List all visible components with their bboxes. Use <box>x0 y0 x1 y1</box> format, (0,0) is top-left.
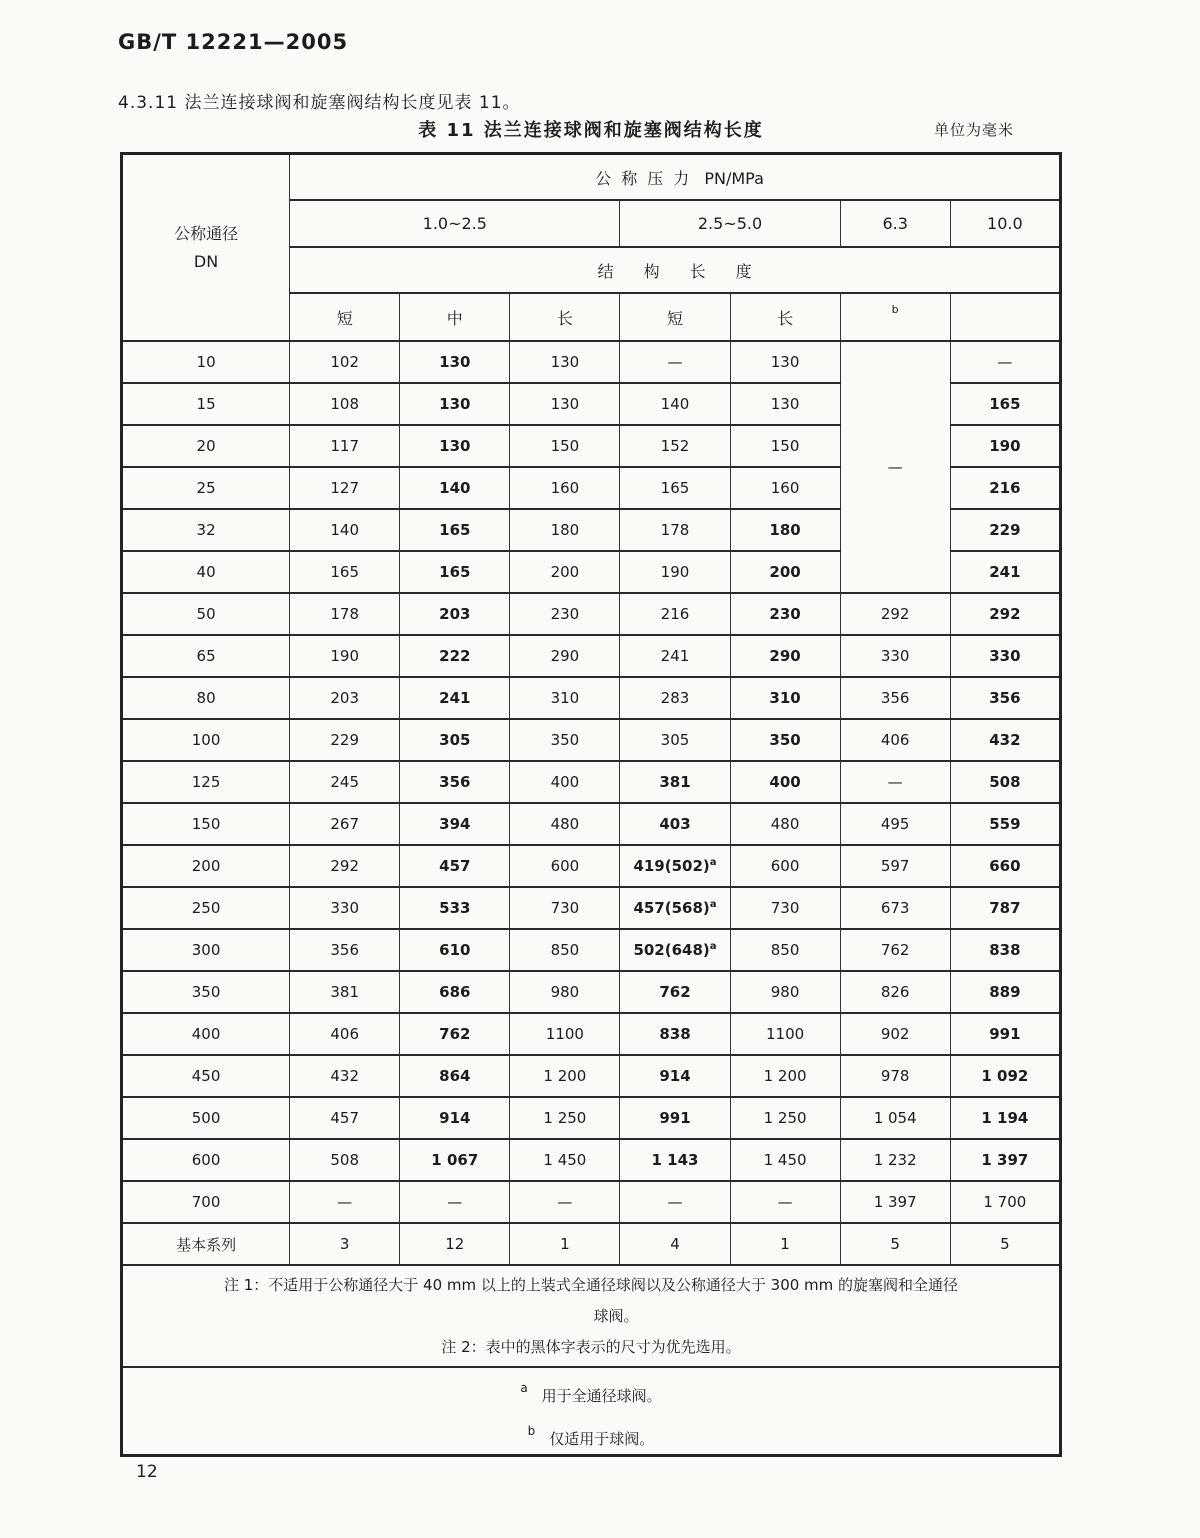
length-value-cell: 597 <box>840 845 950 887</box>
length-value-cell: 267 <box>290 803 400 845</box>
dn-header-cell <box>122 154 290 342</box>
length-value-cell: 1 700 <box>950 1181 1060 1223</box>
pressure-group-cell: 1.0~2.5 <box>290 200 620 247</box>
dn-value-cell: 150 <box>122 803 290 845</box>
dn-value-cell: 40 <box>122 551 290 593</box>
length-value-cell: 1 397 <box>950 1139 1060 1181</box>
length-value-cell: 165 <box>400 509 510 551</box>
dn-value-cell: 25 <box>122 467 290 509</box>
length-value-cell: $457(568)^a$ <box>620 887 730 929</box>
length-value-cell: 406 <box>840 719 950 761</box>
length-value-cell: 12 <box>400 1223 510 1265</box>
length-value-cell: 130 <box>400 341 510 383</box>
length-value-cell: 216 <box>620 593 730 635</box>
footnote-a-marker: a <box>520 1381 528 1395</box>
length-value-cell: 1 200 <box>510 1055 620 1097</box>
length-value-cell: 305 <box>400 719 510 761</box>
dn-value-cell: 15 <box>122 383 290 425</box>
length-value-cell: 216 <box>950 467 1060 509</box>
subcolumn-cell-empty <box>950 293 1060 341</box>
length-value-cell: 165 <box>400 551 510 593</box>
pressure-group-cell: 6.3 <box>840 200 950 247</box>
length-value-cell: 432 <box>290 1055 400 1097</box>
length-value-cell: — <box>510 1181 620 1223</box>
length-value-cell: 978 <box>840 1055 950 1097</box>
length-value-cell: 165 <box>290 551 400 593</box>
length-value-cell: 394 <box>400 803 510 845</box>
length-value-cell: 1 067 <box>400 1139 510 1181</box>
length-value-cell: 850 <box>510 929 620 971</box>
pressure-group-cell: 2.5~5.0 <box>620 200 840 247</box>
dn-sub-label: DN <box>193 251 219 271</box>
length-value-cell: 310 <box>510 677 620 719</box>
length-value-cell: 130 <box>730 341 840 383</box>
length-value-cell: 350 <box>730 719 840 761</box>
length-value-cell: 600 <box>510 845 620 887</box>
length-value-cell: 533 <box>400 887 510 929</box>
dn-value-cell: 300 <box>122 929 290 971</box>
footnote-b-marker: b <box>527 1424 536 1438</box>
length-value-cell: 381 <box>620 761 730 803</box>
dn-value-cell: 250 <box>122 887 290 929</box>
table-caption: 表 11 法兰连接球阀和旋塞阀结构长度 <box>418 120 764 141</box>
dn-value-cell: 125 <box>122 761 290 803</box>
dn-value-cell: 20 <box>122 425 290 467</box>
length-value-cell: 5 <box>840 1223 950 1265</box>
length-value-cell: 180 <box>510 509 620 551</box>
length-value-cell: 117 <box>290 425 400 467</box>
table-row <box>122 971 1061 1013</box>
length-value-cell: 457 <box>400 845 510 887</box>
length-value-cell: — <box>950 341 1060 383</box>
length-value-cell: 991 <box>950 1013 1060 1055</box>
length-value-cell: 292 <box>290 845 400 887</box>
footnote-a-text: 用于全通径球阀。 <box>541 1387 662 1405</box>
table-row <box>122 1013 1061 1055</box>
length-value-cell: 826 <box>840 971 950 1013</box>
length-value-cell: $502(648)^a$ <box>620 929 730 971</box>
length-value-cell: 290 <box>730 635 840 677</box>
length-value-cell: 1 194 <box>950 1097 1060 1139</box>
dn-value-cell: 500 <box>122 1097 290 1139</box>
length-value-cell: 610 <box>400 929 510 971</box>
length-value-cell: 127 <box>290 467 400 509</box>
section-heading: 4.3.11 法兰连接球阀和旋塞阀结构长度见表 11。 <box>118 93 521 113</box>
subcolumn-cell: 短 <box>620 293 730 341</box>
table-caption-row <box>120 116 1062 142</box>
length-value-cell: 140 <box>400 467 510 509</box>
length-value-cell: 838 <box>620 1013 730 1055</box>
length-value-cell: 660 <box>950 845 1060 887</box>
notes-row <box>122 1265 1061 1367</box>
dn-value-cell: 350 <box>122 971 290 1013</box>
length-value-cell: 130 <box>400 425 510 467</box>
length-value-cell: 330 <box>950 635 1060 677</box>
length-value-cell: 457 <box>290 1097 400 1139</box>
length-value-cell: 310 <box>730 677 840 719</box>
length-value-cell: 1 450 <box>510 1139 620 1181</box>
length-value-cell: 5 <box>950 1223 1060 1265</box>
length-value-cell: 130 <box>510 383 620 425</box>
length-value-cell: 1 250 <box>510 1097 620 1139</box>
length-value-cell: 980 <box>510 971 620 1013</box>
length-value-cell: 762 <box>840 929 950 971</box>
length-value-cell: 730 <box>730 887 840 929</box>
length-value-cell: — <box>840 341 950 593</box>
length-value-cell: 241 <box>620 635 730 677</box>
length-value-cell: 4 <box>620 1223 730 1265</box>
dn-value-cell: 32 <box>122 509 290 551</box>
length-value-cell: 400 <box>510 761 620 803</box>
dn-value-cell: 100 <box>122 719 290 761</box>
length-value-cell: 229 <box>290 719 400 761</box>
length-value-cell: 178 <box>620 509 730 551</box>
table-row <box>122 1223 1061 1265</box>
table-row <box>122 1181 1061 1223</box>
length-value-cell: 200 <box>510 551 620 593</box>
footnote-b-marker: b <box>891 302 899 316</box>
length-value-cell: 1 <box>730 1223 840 1265</box>
footnote-a-marker: a <box>709 857 717 868</box>
length-value-cell: 1 397 <box>840 1181 950 1223</box>
unit-label: 单位为毫米 <box>933 121 1014 139</box>
note-1-line-2: 球阀。 <box>593 1306 639 1325</box>
length-value-cell: 1 232 <box>840 1139 950 1181</box>
length-value-cell: $419(502)^a$ <box>620 845 730 887</box>
dn-value-cell: 700 <box>122 1181 290 1223</box>
footnote-b-text: 仅适用于球阀。 <box>549 1430 655 1448</box>
table-row <box>122 341 1061 383</box>
table-row <box>122 1055 1061 1097</box>
length-value-cell: 1 250 <box>730 1097 840 1139</box>
dn-value-cell: 65 <box>122 635 290 677</box>
length-value-cell: 381 <box>290 971 400 1013</box>
table-row <box>122 677 1061 719</box>
length-value-cell: — <box>620 1181 730 1223</box>
length-value-cell: 292 <box>950 593 1060 635</box>
length-value-cell: 991 <box>620 1097 730 1139</box>
length-value-cell: 180 <box>730 509 840 551</box>
length-value-cell: 150 <box>730 425 840 467</box>
length-value-cell: 130 <box>400 383 510 425</box>
length-value-cell: 330 <box>840 635 950 677</box>
table-row <box>122 1097 1061 1139</box>
length-value-cell: 190 <box>620 551 730 593</box>
table-row <box>122 635 1061 677</box>
length-value-cell: 305 <box>620 719 730 761</box>
length-value-cell: — <box>400 1181 510 1223</box>
length-value-cell: — <box>730 1181 840 1223</box>
length-value-cell: 203 <box>290 677 400 719</box>
length-value-cell: 160 <box>730 467 840 509</box>
length-value-cell: 400 <box>730 761 840 803</box>
length-value-cell: 160 <box>510 467 620 509</box>
length-value-cell: 230 <box>730 593 840 635</box>
length-value-cell: 1 200 <box>730 1055 840 1097</box>
table-row <box>122 761 1061 803</box>
length-value-cell: 229 <box>950 509 1060 551</box>
length-value-cell: 1100 <box>730 1013 840 1055</box>
length-value-cell: 403 <box>620 803 730 845</box>
length-value-cell: 1 054 <box>840 1097 950 1139</box>
subcolumn-cell: 长 <box>730 293 840 341</box>
length-value-cell: 140 <box>620 383 730 425</box>
length-value-cell: 850 <box>730 929 840 971</box>
length-value-cell: 914 <box>620 1055 730 1097</box>
length-value-cell: 787 <box>950 887 1060 929</box>
length-value-cell: 686 <box>400 971 510 1013</box>
length-value-cell: 480 <box>510 803 620 845</box>
length-value-cell: 356 <box>290 929 400 971</box>
length-value-cell: 203 <box>400 593 510 635</box>
length-value-cell: 222 <box>400 635 510 677</box>
footnote-b <box>123 1419 1059 1454</box>
table-row <box>122 719 1061 761</box>
pressure-header-cell <box>290 154 1061 201</box>
length-value-cell: 130 <box>730 383 840 425</box>
header-row-pressure <box>122 154 1061 201</box>
length-value-cell: 762 <box>620 971 730 1013</box>
length-value-cell: 330 <box>290 887 400 929</box>
length-value-cell: 190 <box>290 635 400 677</box>
length-value-cell: 356 <box>950 677 1060 719</box>
footnote-a-marker: a <box>709 899 717 910</box>
length-value-cell: 730 <box>510 887 620 929</box>
dn-value-cell: 600 <box>122 1139 290 1181</box>
length-value-cell: 108 <box>290 383 400 425</box>
footnote-a <box>123 1376 1059 1411</box>
length-value-cell: 230 <box>510 593 620 635</box>
length-value-cell: 165 <box>620 467 730 509</box>
pressure-unit: PN/MPa <box>704 168 764 188</box>
length-value-cell: 1 143 <box>620 1139 730 1181</box>
footnotes-cell <box>122 1367 1061 1456</box>
length-value-cell: 673 <box>840 887 950 929</box>
length-value-cell: 241 <box>400 677 510 719</box>
length-value-cell: 190 <box>950 425 1060 467</box>
length-value-cell: 864 <box>400 1055 510 1097</box>
length-value-cell: 130 <box>510 341 620 383</box>
length-value-cell: 1 092 <box>950 1055 1060 1097</box>
length-value-cell: 292 <box>840 593 950 635</box>
dn-value-cell: 400 <box>122 1013 290 1055</box>
length-value-cell: 406 <box>290 1013 400 1055</box>
table-row <box>122 803 1061 845</box>
length-value-cell: 3 <box>290 1223 400 1265</box>
dn-value-cell: 10 <box>122 341 290 383</box>
table-row <box>122 1139 1061 1181</box>
length-value-cell: 432 <box>950 719 1060 761</box>
length-value-cell: 508 <box>950 761 1060 803</box>
table-body <box>122 341 1061 1265</box>
table-row <box>122 593 1061 635</box>
dn-value-cell: 450 <box>122 1055 290 1097</box>
length-value-cell: — <box>620 341 730 383</box>
length-value-cell: — <box>290 1181 400 1223</box>
length-value-cell: 480 <box>730 803 840 845</box>
length-value-cell: 356 <box>840 677 950 719</box>
length-value-cell: 600 <box>730 845 840 887</box>
dn-value-cell: 基本系列 <box>122 1223 290 1265</box>
dn-value-cell: 50 <box>122 593 290 635</box>
table-row <box>122 929 1061 971</box>
note-2: 注 2：表中的黑体字表示的尺寸为优先选用。 <box>441 1337 741 1356</box>
length-value-cell: 178 <box>290 593 400 635</box>
length-value-cell: 838 <box>950 929 1060 971</box>
length-header-cell <box>290 247 1061 293</box>
length-value-cell: 152 <box>620 425 730 467</box>
pressure-group-cell: 10.0 <box>950 200 1060 247</box>
length-value-cell: 914 <box>400 1097 510 1139</box>
standard-number: GB/T 12221—2005 <box>118 30 349 54</box>
length-value-cell: — <box>840 761 950 803</box>
dn-value-cell: 80 <box>122 677 290 719</box>
dn-label: 公称通径 <box>174 223 239 243</box>
length-value-cell: 495 <box>840 803 950 845</box>
subcolumn-cell: 长 <box>510 293 620 341</box>
length-value-cell: 140 <box>290 509 400 551</box>
length-value-cell: 980 <box>730 971 840 1013</box>
length-value-cell: 889 <box>950 971 1060 1013</box>
length-value-cell: 508 <box>290 1139 400 1181</box>
length-value-cell: 241 <box>950 551 1060 593</box>
length-label: 结构长度 <box>597 261 782 281</box>
table-row <box>122 887 1061 929</box>
length-value-cell: 102 <box>290 341 400 383</box>
length-value-cell: 1100 <box>510 1013 620 1055</box>
subcolumn-cell: 中 <box>400 293 510 341</box>
footnotes-row <box>122 1367 1061 1456</box>
dn-value-cell: 200 <box>122 845 290 887</box>
length-value-cell: 559 <box>950 803 1060 845</box>
length-value-cell: 290 <box>510 635 620 677</box>
length-value-cell: 200 <box>730 551 840 593</box>
page-number: 12 <box>136 1462 158 1482</box>
length-value-cell: 350 <box>510 719 620 761</box>
length-value-cell: 1 <box>510 1223 620 1265</box>
pressure-label: 公称压力 <box>595 168 700 188</box>
length-value-cell: 902 <box>840 1013 950 1055</box>
length-value-cell: 283 <box>620 677 730 719</box>
length-value-cell: 1 450 <box>730 1139 840 1181</box>
structural-length-table <box>120 152 1062 1457</box>
subcolumn-cell: 短 <box>290 293 400 341</box>
length-value-cell: 150 <box>510 425 620 467</box>
notes-cell <box>122 1265 1061 1367</box>
length-value-cell: 165 <box>950 383 1060 425</box>
length-value-cell: 356 <box>400 761 510 803</box>
length-value-cell: 762 <box>400 1013 510 1055</box>
subcolumn-cell-footnote-b <box>840 293 950 341</box>
length-value-cell: 245 <box>290 761 400 803</box>
table-row <box>122 845 1061 887</box>
footnote-a-marker: a <box>709 941 717 952</box>
note-1-line-1: 注 1：不适用于公称通径大于 40 mm 以上的上装式全通径球阀以及公称通径大于 300 mm 的旋塞阀和全通径 <box>223 1275 959 1294</box>
